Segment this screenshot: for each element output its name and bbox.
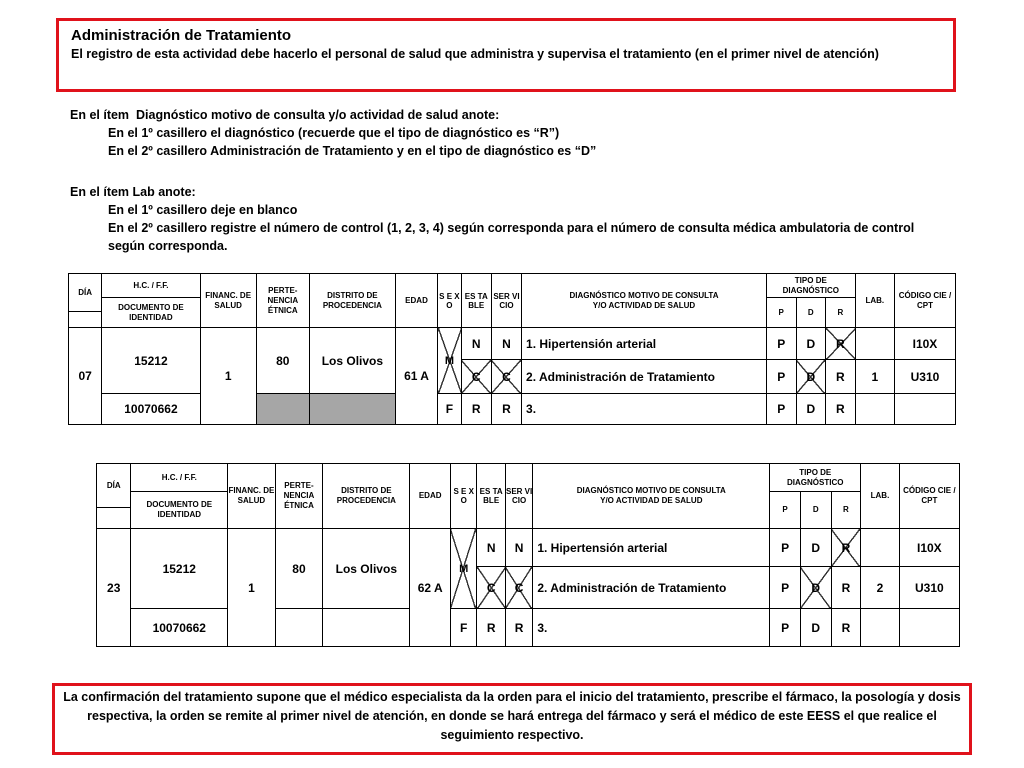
register-table-1: DÍA H.C. / F.F. FINANC. DE SALUD PERTE- NENCIA ÉTNICA DISTRITO DE PROCEDENCIA EDAD S E X O ES TA BLE SER VI CIO DIAGNÓSTICO MOTIVO DE CONSULTA Y/O ACTIVIDAD DE SALUD TIPO DE DIAGNÓSTICO LAB. CÓDIGO CIE / CPT DOCUMENTO DE IDENTIDAD P D R 07 15212 1 80 Los Olivos 61 A M N N 1. Hipertensión arterial P D R I10X C C 2. Administración de Tratamiento P D R 1 U310 10070662 F R R 3. P D R [68, 273, 956, 425]
edad-cell: 61 A [395, 328, 437, 425]
distrito-cell: Los Olivos [309, 328, 395, 394]
diagnosis-instructions [70, 106, 596, 160]
hc-cell: 15212 [131, 529, 228, 609]
footer-text: La confirmación del tratamiento supone que el médico especialista da la orden para el inicio del tratamiento, prescribe el fármaco, la posología y dosis respectiva, la orden se remite al primer nivel de atención, en donde se hará entrega del fármaco y será el médico de este EESS el que realice el seguimiento respectivo. [63, 690, 961, 742]
sex-f-cell: F [438, 394, 461, 425]
diagnosis-line-2: En el 2º casillero Administración de Tratamiento y en el tipo de diagnóstico es “D” [108, 144, 597, 158]
lab-instructions [70, 183, 950, 255]
lab-heading: En el ítem Lab anote: [70, 185, 196, 199]
edad-cell: 62 A [410, 529, 451, 647]
lab-cell: 2 [861, 567, 899, 609]
code-cell: I10X [899, 529, 959, 567]
lab-line-2: En el 2º casillero registre el número de control (1, 2, 3, 4) según corresponda para el número de consulta médica ambulatoria de control según corresponda. [108, 221, 915, 253]
diagnosis-heading: En el ítem Diagnóstico motivo de consulta y/o actividad de salud anote: [70, 108, 500, 122]
diagnosis-row-3: 3. [533, 609, 770, 647]
page-title: Administración de Tratamiento [71, 27, 292, 44]
diagnosis-row-2: 2. Administración de Tratamiento [522, 360, 767, 394]
footer-note [52, 683, 972, 755]
sex-m-cell: M [450, 529, 477, 609]
document-cell: 10070662 [131, 609, 228, 647]
day-cell: 23 [97, 529, 131, 647]
diagnosis-row-2: 2. Administración de Tratamiento [533, 567, 770, 609]
code-cell: I10X [894, 328, 955, 360]
title-box [56, 18, 956, 92]
day-cell: 07 [69, 328, 102, 425]
diagnosis-row-1: 1. Hipertensión arterial [522, 328, 767, 360]
register-table-2: DÍA H.C. / F.F. FINANC. DE SALUD PERTE- NENCIA ÉTNICA DISTRITO DE PROCEDENCIA EDAD S E X O ES TA BLE SER VI CIO DIAGNÓSTICO MOTIVO DE CONSULTA Y/O ACTIVIDAD DE SALUD TIPO DE DIAGNÓSTICO LAB. CÓDIGO CIE / CPT DOCUMENTO DE IDENTIDAD P D R 23 15212 1 80 Los Olivos 62 A M N N 1. Hipertensión arterial P D R I10X C C 2. Administración de Tratamiento P D R 2 U310 10070662 F R R 3. P D R [96, 463, 960, 647]
diagnosis-line-1: En el 1º casillero el diagnóstico (recuerde que el tipo de diagnóstico es “R”) [108, 126, 560, 140]
diagnosis-row-3: 3. [522, 394, 767, 425]
pertenencia-cell: 80 [256, 328, 309, 394]
financ-cell: 1 [228, 529, 276, 647]
title-description: El registro de esta actividad debe hacerlo el personal de salud que administra y supervisa el tratamiento (en el primer nivel de atención) [71, 47, 879, 61]
hc-cell: 15212 [102, 328, 200, 394]
sex-m-cell: M [438, 328, 461, 394]
distrito-cell: Los Olivos [323, 529, 410, 609]
lab-cell: 1 [855, 360, 894, 394]
financ-cell: 1 [200, 328, 256, 425]
sex-f-cell: F [450, 609, 477, 647]
pertenencia-cell: 80 [275, 529, 323, 609]
diagnosis-row-1: 1. Hipertensión arterial [533, 529, 770, 567]
document-cell: 10070662 [102, 394, 200, 425]
lab-line-1: En el 1º casillero deje en blanco [108, 203, 298, 217]
